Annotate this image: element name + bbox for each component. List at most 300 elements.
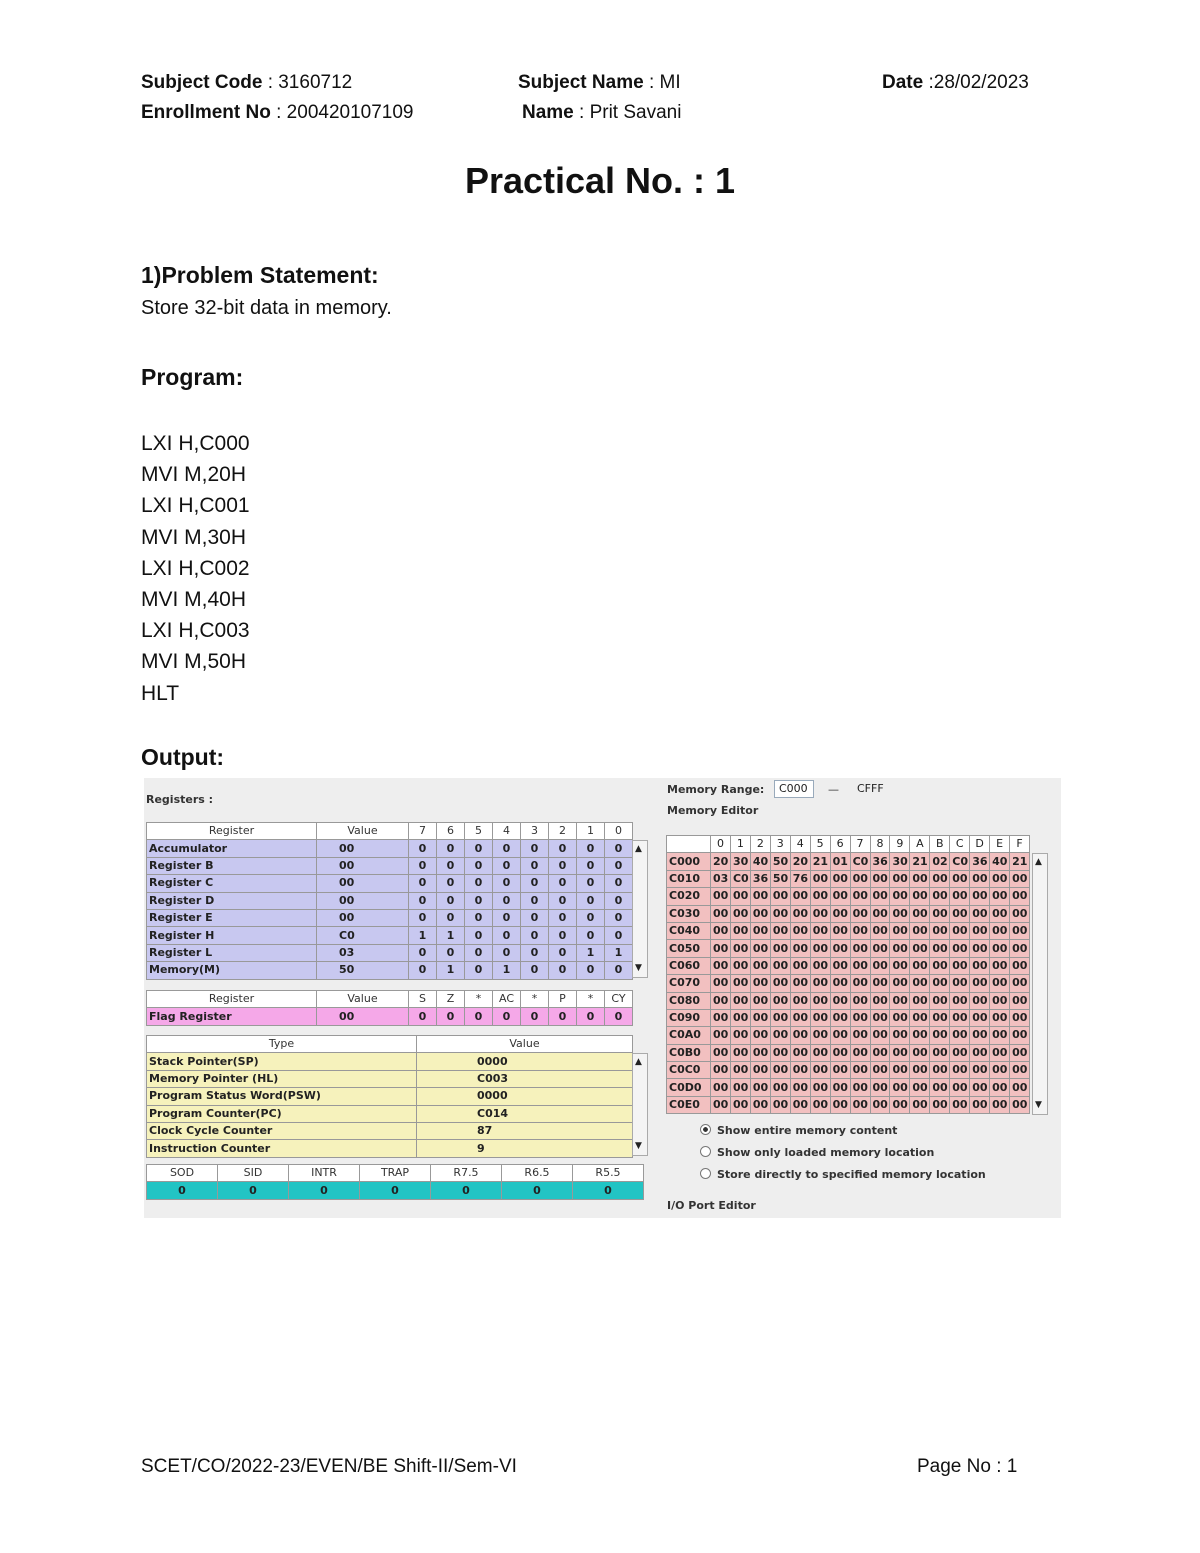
memory-cell[interactable]: 00	[930, 1062, 950, 1079]
register-value: 50	[317, 962, 409, 979]
memory-cell[interactable]: 76	[790, 870, 810, 887]
memory-cell[interactable]: 00	[730, 1096, 750, 1113]
subject-name-value: : MI	[648, 72, 681, 93]
memory-view-radio[interactable]	[700, 1168, 986, 1181]
memory-cell[interactable]: 00	[711, 957, 731, 974]
memory-cell[interactable]: 00	[970, 1044, 990, 1061]
memory-cell[interactable]: 00	[830, 992, 850, 1009]
memory-cell[interactable]: 01	[830, 853, 850, 870]
memory-cell[interactable]: 00	[1010, 1027, 1030, 1044]
memory-cell[interactable]: 00	[770, 1044, 790, 1061]
memory-cell[interactable]: 00	[770, 888, 790, 905]
memory-cell[interactable]: 00	[930, 922, 950, 939]
register-bit: 0	[493, 875, 521, 892]
memory-cell[interactable]: 00	[830, 922, 850, 939]
memory-cell[interactable]: 00	[810, 1027, 830, 1044]
memory-cell[interactable]: 00	[730, 1079, 750, 1096]
memory-cell[interactable]: 00	[790, 940, 810, 957]
memory-cell[interactable]: 00	[970, 1009, 990, 1026]
memory-cell[interactable]: 00	[790, 957, 810, 974]
type-scroll-down-icon[interactable]: ▼	[635, 1141, 642, 1151]
memory-cell[interactable]: 00	[750, 940, 770, 957]
memory-cell[interactable]: 00	[750, 1079, 770, 1096]
memory-cell[interactable]: 00	[870, 1062, 890, 1079]
memory-cell[interactable]: 00	[910, 888, 930, 905]
memory-cell[interactable]: 00	[890, 922, 910, 939]
memory-cell[interactable]: 00	[870, 957, 890, 974]
memory-cell[interactable]: 00	[910, 957, 930, 974]
memory-cell[interactable]: 00	[890, 870, 910, 887]
memory-cell[interactable]: 00	[910, 992, 930, 1009]
memory-cell[interactable]: 00	[990, 992, 1010, 1009]
memory-cell[interactable]: 00	[770, 1009, 790, 1026]
memory-cell[interactable]: 00	[950, 957, 970, 974]
memory-cell[interactable]: 00	[770, 992, 790, 1009]
memory-cell[interactable]: 00	[750, 1027, 770, 1044]
memory-cell[interactable]: 00	[910, 975, 930, 992]
memory-cell[interactable]: 00	[990, 905, 1010, 922]
memory-cell[interactable]: 21	[810, 853, 830, 870]
memory-cell[interactable]: 00	[730, 1009, 750, 1026]
memory-cell[interactable]: 00	[850, 888, 870, 905]
memory-cell[interactable]: 00	[810, 992, 830, 1009]
memory-cell[interactable]: 36	[750, 870, 770, 887]
memory-cell[interactable]: 00	[890, 957, 910, 974]
memory-cell[interactable]: 00	[810, 905, 830, 922]
memory-cell[interactable]: 00	[830, 1096, 850, 1113]
memory-cell[interactable]: 00	[1010, 888, 1030, 905]
memory-cell[interactable]: 00	[770, 957, 790, 974]
memory-cell[interactable]: 00	[790, 888, 810, 905]
memory-cell[interactable]: 00	[1010, 922, 1030, 939]
memory-cell[interactable]: 00	[711, 940, 731, 957]
memory-cell[interactable]: 00	[890, 1009, 910, 1026]
memory-cell[interactable]: 00	[1010, 940, 1030, 957]
memory-cell[interactable]: 00	[950, 1009, 970, 1026]
memory-cell[interactable]: 00	[1010, 975, 1030, 992]
radio-unselected-icon	[700, 1168, 711, 1179]
register-bit: 0	[521, 857, 549, 874]
memory-cell[interactable]: 00	[730, 975, 750, 992]
memory-cell[interactable]: 00	[770, 1096, 790, 1113]
memory-cell[interactable]: 00	[810, 870, 830, 887]
memory-cell[interactable]: 00	[870, 870, 890, 887]
interrupt-value: 0	[360, 1182, 431, 1199]
memory-cell[interactable]: 00	[870, 1044, 890, 1061]
register-header-cell: Value	[317, 823, 409, 840]
flag-header-cell: AC	[493, 991, 521, 1008]
memory-cell[interactable]: 00	[950, 992, 970, 1009]
memory-cell[interactable]: 00	[770, 975, 790, 992]
memory-cell[interactable]: 00	[870, 1096, 890, 1113]
memory-scroll-up-icon[interactable]: ▲	[1035, 857, 1042, 867]
memory-cell[interactable]: 00	[970, 1096, 990, 1113]
memory-cell[interactable]: 00	[810, 1096, 830, 1113]
memory-cell[interactable]: 00	[930, 888, 950, 905]
memory-cell[interactable]: 00	[790, 975, 810, 992]
register-value: 00	[317, 857, 409, 874]
memory-cell[interactable]: 00	[890, 992, 910, 1009]
memory-column-header: 6	[830, 836, 850, 853]
memory-cell[interactable]: 00	[711, 1009, 731, 1026]
memory-cell[interactable]: 00	[810, 940, 830, 957]
memory-cell[interactable]: 00	[830, 957, 850, 974]
memory-cell[interactable]: 36	[870, 853, 890, 870]
memory-cell[interactable]: 00	[850, 1062, 870, 1079]
memory-cell[interactable]: 00	[970, 975, 990, 992]
memory-cell[interactable]: 00	[850, 1079, 870, 1096]
memory-cell[interactable]: 00	[770, 940, 790, 957]
memory-cell[interactable]: 00	[790, 1027, 810, 1044]
memory-cell[interactable]: 00	[850, 1009, 870, 1026]
memory-cell[interactable]: 00	[990, 1044, 1010, 1061]
memory-cell[interactable]: 00	[910, 905, 930, 922]
memory-cell[interactable]: 00	[790, 922, 810, 939]
memory-cell[interactable]: 00	[790, 1096, 810, 1113]
memory-cell[interactable]: 00	[730, 1062, 750, 1079]
memory-cell[interactable]: 00	[870, 1079, 890, 1096]
memory-cell[interactable]: 00	[730, 1044, 750, 1061]
memory-cell[interactable]: 00	[850, 905, 870, 922]
memory-address: C030	[667, 905, 711, 922]
memory-cell[interactable]: 00	[930, 1027, 950, 1044]
memory-cell[interactable]: 40	[990, 853, 1010, 870]
memory-cell[interactable]: 00	[850, 1096, 870, 1113]
memory-cell[interactable]: 00	[910, 870, 930, 887]
memory-cell[interactable]: 00	[1010, 1062, 1030, 1079]
memory-cell[interactable]: 00	[930, 992, 950, 1009]
memory-cell[interactable]: 00	[790, 1079, 810, 1096]
memory-cell[interactable]: 00	[830, 1079, 850, 1096]
flag-header-cell: CY	[605, 991, 633, 1008]
register-bit: 0	[437, 875, 465, 892]
memory-cell[interactable]: 36	[970, 853, 990, 870]
register-header-cell: Register	[147, 823, 317, 840]
memory-cell[interactable]: 00	[970, 1027, 990, 1044]
flag-bit: 0	[549, 1008, 577, 1025]
memory-cell[interactable]: 00	[990, 1079, 1010, 1096]
memory-view-radio[interactable]	[700, 1146, 934, 1159]
memory-cell[interactable]: 00	[870, 888, 890, 905]
memory-cell[interactable]: 00	[950, 1044, 970, 1061]
memory-cell[interactable]: 00	[711, 1079, 731, 1096]
memory-column-header: 5	[810, 836, 830, 853]
memory-cell[interactable]: 00	[910, 1096, 930, 1113]
register-bit: 0	[577, 857, 605, 874]
memory-cell[interactable]: 00	[970, 870, 990, 887]
memory-cell[interactable]: 00	[910, 940, 930, 957]
memory-cell[interactable]: 21	[910, 853, 930, 870]
memory-cell[interactable]: 00	[950, 1096, 970, 1113]
memory-cell[interactable]: 00	[750, 922, 770, 939]
memory-cell[interactable]: 00	[970, 940, 990, 957]
flag-bit: 0	[605, 1008, 633, 1025]
memory-column-header: 0	[711, 836, 731, 853]
memory-address: C080	[667, 992, 711, 1009]
memory-cell[interactable]: 00	[750, 1044, 770, 1061]
memory-cell[interactable]: 00	[711, 922, 731, 939]
memory-cell[interactable]: 00	[950, 975, 970, 992]
memory-cell[interactable]: 00	[910, 1044, 930, 1061]
type-scroll-up-icon[interactable]: ▲	[635, 1057, 642, 1067]
memory-cell[interactable]: 00	[711, 1027, 731, 1044]
memory-cell[interactable]: 00	[1010, 992, 1030, 1009]
io-port-editor-label: I/O Port Editor	[667, 1199, 756, 1212]
memory-cell[interactable]: 00	[870, 922, 890, 939]
memory-cell[interactable]: 00	[730, 922, 750, 939]
memory-cell[interactable]: 00	[711, 992, 731, 1009]
memory-cell[interactable]: 00	[1010, 1079, 1030, 1096]
memory-column-header: 4	[790, 836, 810, 853]
memory-range-from-input[interactable]: C000	[774, 780, 814, 798]
memory-cell[interactable]: 00	[930, 940, 950, 957]
flag-bit: 0	[437, 1008, 465, 1025]
interrupt-header-cell: SOD	[147, 1165, 218, 1182]
memory-cell[interactable]: 00	[830, 1027, 850, 1044]
memory-cell[interactable]: 00	[870, 975, 890, 992]
type-value: 0000	[417, 1053, 633, 1070]
memory-cell[interactable]: 50	[770, 870, 790, 887]
memory-address: C070	[667, 975, 711, 992]
type-value: 0000	[417, 1088, 633, 1105]
memory-cell[interactable]: 00	[970, 1062, 990, 1079]
memory-cell[interactable]: 00	[970, 992, 990, 1009]
memory-cell[interactable]: 00	[930, 975, 950, 992]
memory-cell[interactable]: 00	[890, 1062, 910, 1079]
memory-cell[interactable]: 00	[890, 1027, 910, 1044]
register-bit: 0	[521, 962, 549, 979]
memory-cell[interactable]: 00	[750, 1096, 770, 1113]
memory-cell[interactable]: 00	[930, 905, 950, 922]
memory-cell[interactable]: 00	[890, 888, 910, 905]
memory-cell[interactable]: 00	[850, 922, 870, 939]
memory-cell[interactable]: 00	[950, 1062, 970, 1079]
memory-cell[interactable]: 00	[810, 1044, 830, 1061]
memory-cell[interactable]: 00	[850, 1044, 870, 1061]
memory-cell[interactable]: C0	[850, 853, 870, 870]
memory-cell[interactable]: 00	[990, 922, 1010, 939]
memory-cell[interactable]: 00	[910, 1009, 930, 1026]
program-line: LXI H,C001	[141, 494, 250, 518]
memory-column-header: 8	[870, 836, 890, 853]
memory-cell[interactable]: 02	[930, 853, 950, 870]
memory-cell[interactable]: 00	[790, 1044, 810, 1061]
memory-cell[interactable]: 00	[730, 992, 750, 1009]
memory-cell[interactable]: 00	[730, 888, 750, 905]
memory-cell[interactable]: 00	[990, 1009, 1010, 1026]
memory-cell[interactable]: 00	[810, 922, 830, 939]
memory-cell[interactable]: 00	[930, 1009, 950, 1026]
memory-cell[interactable]: 00	[930, 1079, 950, 1096]
memory-cell[interactable]: 00	[970, 1079, 990, 1096]
memory-cell[interactable]: 00	[990, 975, 1010, 992]
memory-cell[interactable]: 00	[750, 1062, 770, 1079]
memory-cell[interactable]: 00	[830, 975, 850, 992]
memory-cell[interactable]: 00	[870, 940, 890, 957]
memory-cell[interactable]: 00	[890, 1044, 910, 1061]
memory-cell[interactable]: 00	[850, 940, 870, 957]
memory-cell[interactable]: 00	[910, 1062, 930, 1079]
memory-cell[interactable]: 00	[890, 905, 910, 922]
memory-cell[interactable]: 20	[790, 853, 810, 870]
memory-cell[interactable]: 00	[970, 905, 990, 922]
memory-cell[interactable]: 00	[850, 975, 870, 992]
memory-cell[interactable]: 00	[890, 1079, 910, 1096]
memory-cell[interactable]: 21	[1010, 853, 1030, 870]
scroll-down-icon[interactable]: ▼	[635, 963, 642, 973]
memory-cell[interactable]: 00	[990, 957, 1010, 974]
memory-cell[interactable]: 00	[810, 1009, 830, 1026]
memory-column-header: D	[970, 836, 990, 853]
type-value: C003	[417, 1070, 633, 1087]
memory-cell[interactable]: 00	[750, 1009, 770, 1026]
memory-cell[interactable]: 00	[830, 1062, 850, 1079]
memory-cell[interactable]: 00	[1010, 1009, 1030, 1026]
type-value: C014	[417, 1105, 633, 1122]
memory-address: C0C0	[667, 1062, 711, 1079]
memory-cell[interactable]: 00	[770, 1079, 790, 1096]
memory-cell[interactable]: 00	[790, 1009, 810, 1026]
memory-cell[interactable]: 00	[750, 992, 770, 1009]
memory-cell[interactable]: 00	[810, 957, 830, 974]
memory-cell[interactable]: 00	[950, 905, 970, 922]
memory-cell[interactable]: 00	[830, 1009, 850, 1026]
register-bit: 0	[577, 927, 605, 944]
memory-cell[interactable]: 00	[950, 1079, 970, 1096]
memory-cell[interactable]: 00	[850, 957, 870, 974]
memory-cell[interactable]: 00	[810, 975, 830, 992]
flag-header-cell: S	[409, 991, 437, 1008]
memory-cell[interactable]: 00	[890, 975, 910, 992]
memory-scroll-down-icon[interactable]: ▼	[1035, 1100, 1042, 1110]
memory-cell[interactable]: 00	[1010, 1096, 1030, 1113]
memory-cell[interactable]: 00	[711, 975, 731, 992]
memory-cell[interactable]: 00	[930, 870, 950, 887]
memory-cell[interactable]: 00	[870, 905, 890, 922]
memory-cell[interactable]: 00	[850, 1027, 870, 1044]
memory-cell[interactable]: 00	[770, 905, 790, 922]
memory-cell[interactable]: 00	[970, 888, 990, 905]
memory-column-header: 3	[770, 836, 790, 853]
memory-cell[interactable]: 30	[730, 853, 750, 870]
memory-cell[interactable]: 00	[950, 870, 970, 887]
memory-cell[interactable]: 00	[790, 1062, 810, 1079]
memory-range-to-input[interactable]: CFFF	[857, 782, 884, 795]
memory-cell[interactable]: 00	[990, 888, 1010, 905]
register-bit: 0	[493, 909, 521, 926]
memory-cell[interactable]: 00	[870, 992, 890, 1009]
memory-view-radio[interactable]	[700, 1124, 897, 1137]
memory-cell[interactable]: 00	[970, 957, 990, 974]
memory-cell[interactable]: 00	[810, 888, 830, 905]
memory-cell[interactable]: 00	[910, 1079, 930, 1096]
memory-cell[interactable]: 00	[750, 888, 770, 905]
register-header-cell: 3	[521, 823, 549, 840]
memory-cell[interactable]: 00	[950, 922, 970, 939]
memory-cell[interactable]: 00	[950, 940, 970, 957]
memory-cell[interactable]: 00	[770, 1062, 790, 1079]
memory-cell[interactable]: 00	[990, 1096, 1010, 1113]
memory-cell[interactable]: 00	[990, 1027, 1010, 1044]
register-row	[147, 962, 633, 979]
memory-cell[interactable]: 30	[890, 853, 910, 870]
memory-cell[interactable]: 00	[950, 1027, 970, 1044]
flag-header-cell: Value	[317, 991, 409, 1008]
memory-cell[interactable]: 00	[730, 940, 750, 957]
memory-cell[interactable]: 00	[810, 1079, 830, 1096]
memory-cell[interactable]: 00	[910, 1027, 930, 1044]
memory-cell[interactable]: 00	[1010, 905, 1030, 922]
interrupt-value: 0	[502, 1182, 573, 1199]
memory-cell[interactable]: 00	[730, 905, 750, 922]
memory-cell[interactable]: 00	[830, 870, 850, 887]
memory-cell[interactable]: 40	[750, 853, 770, 870]
memory-cell[interactable]: 00	[711, 905, 731, 922]
memory-cell[interactable]: 00	[790, 905, 810, 922]
memory-cell[interactable]: 00	[750, 905, 770, 922]
memory-cell[interactable]: 00	[730, 1027, 750, 1044]
memory-cell[interactable]: 00	[1010, 957, 1030, 974]
memory-cell[interactable]: 00	[750, 957, 770, 974]
memory-cell[interactable]: 00	[730, 957, 750, 974]
memory-cell[interactable]: 00	[870, 1027, 890, 1044]
memory-cell[interactable]: 20	[711, 853, 731, 870]
memory-cell[interactable]: 00	[890, 1096, 910, 1113]
memory-cell[interactable]: 00	[770, 922, 790, 939]
scroll-up-icon[interactable]: ▲	[635, 844, 642, 854]
register-bit: 0	[493, 944, 521, 961]
memory-cell[interactable]: 00	[711, 1096, 731, 1113]
memory-cell[interactable]: 00	[930, 957, 950, 974]
memory-cell[interactable]: 00	[990, 940, 1010, 957]
memory-cell[interactable]: 00	[950, 888, 970, 905]
memory-cell[interactable]: 00	[890, 940, 910, 957]
memory-cell[interactable]: C0	[730, 870, 750, 887]
register-value: 00	[317, 840, 409, 857]
memory-cell[interactable]: 00	[1010, 870, 1030, 887]
memory-cell[interactable]: 00	[830, 940, 850, 957]
type-row	[147, 1105, 633, 1122]
enrollment-value: : 200420107109	[276, 102, 414, 123]
memory-cell[interactable]: 00	[830, 888, 850, 905]
memory-cell[interactable]: 00	[990, 1062, 1010, 1079]
memory-cell[interactable]: 00	[1010, 1044, 1030, 1061]
memory-cell[interactable]: 00	[830, 1044, 850, 1061]
memory-cell[interactable]: 00	[810, 1062, 830, 1079]
register-scrollbar[interactable]	[632, 840, 648, 978]
memory-cell[interactable]: 00	[870, 1009, 890, 1026]
memory-cell[interactable]: 00	[910, 922, 930, 939]
memory-cell[interactable]: 00	[711, 1044, 731, 1061]
memory-cell[interactable]: 00	[850, 870, 870, 887]
memory-cell[interactable]: 00	[990, 870, 1010, 887]
memory-cell[interactable]: 00	[930, 1044, 950, 1061]
memory-cell[interactable]: 00	[711, 1062, 731, 1079]
memory-cell[interactable]: C0	[950, 853, 970, 870]
memory-scrollbar[interactable]	[1032, 853, 1048, 1115]
memory-cell[interactable]: 00	[850, 992, 870, 1009]
student-name	[522, 102, 681, 124]
memory-cell[interactable]: 00	[790, 992, 810, 1009]
memory-cell[interactable]: 00	[750, 975, 770, 992]
memory-cell[interactable]: 00	[970, 922, 990, 939]
memory-cell[interactable]: 00	[930, 1096, 950, 1113]
memory-cell[interactable]: 03	[711, 870, 731, 887]
memory-cell[interactable]: 00	[770, 1027, 790, 1044]
memory-cell[interactable]: 00	[711, 888, 731, 905]
memory-cell[interactable]: 50	[770, 853, 790, 870]
memory-cell[interactable]: 00	[830, 905, 850, 922]
